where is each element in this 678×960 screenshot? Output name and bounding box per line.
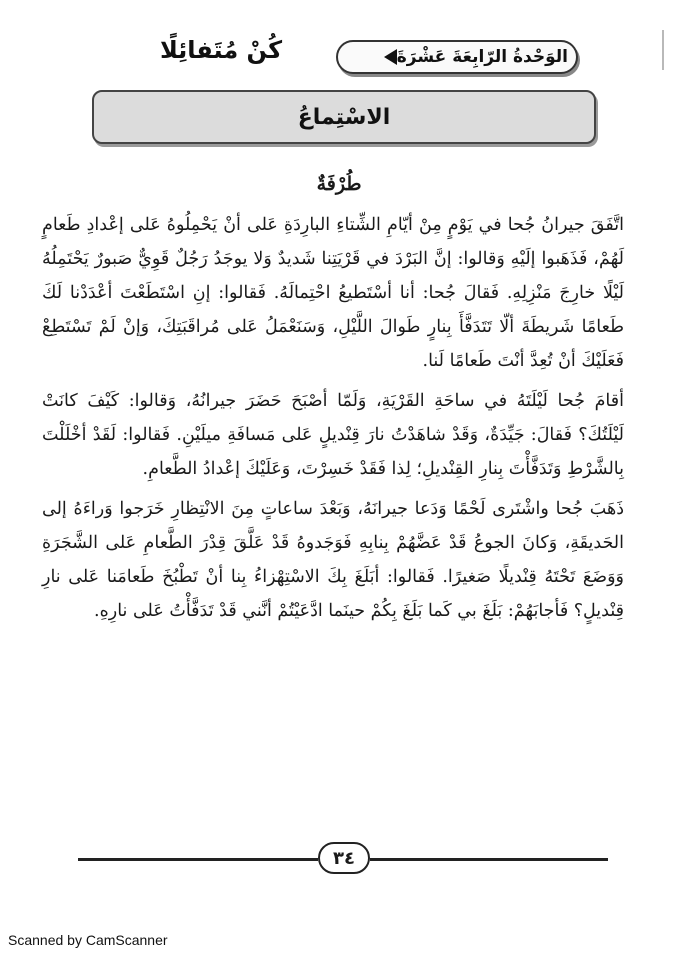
scanner-watermark: Scanned by CamScanner [8, 932, 168, 948]
section-title: الاسْتِماعُ [297, 104, 391, 130]
page-number: ٣٤ [318, 842, 370, 874]
unit-label-pill [336, 40, 578, 74]
section-heading-box [92, 90, 596, 144]
story-paragraph-2: أقامَ جُحا لَيْلَتَهُ في ساحَةِ القَرْيَةِ، وَلَمّا أصْبَحَ حَضَرَ جيرانُهُ، وَقالوا: كَيْفَ كانَتْ لَيْلَتُكَ؟ فَقالَ: جَيِّدَةٌ، وَقَدْ شاهَدْتُ نارَ قِنْديلٍ عَلى مَسافَةِ ميلَيْنِ. فَقالوا: لَقَدْ أخْلَلْتَ بِالشَّرْطِ وَتَدَفَّأْتَ بِنارِ القِنْديلِ؛ لِذا فَقَدْ خَسِرْتَ، وَعَلَيْكَ إعْدادُ الطَّعامِ. [42, 391, 624, 479]
footer-rule-left [78, 858, 318, 861]
arrow-left-icon [384, 49, 397, 65]
unit-label: الوَحْدةُ الرّابِعَةَ عَشْرَةَ [396, 47, 568, 67]
story-body [42, 208, 624, 634]
story-title: طُرْفَةٌ [316, 173, 362, 195]
book-title: كُنْ مُتَفائِلًا [160, 36, 283, 64]
story-paragraph-3: ذَهَبَ جُحا واشْتَرى لَحْمًا وَدَعا جيرانَهُ، وَبَعْدَ ساعاتٍ مِنَ الانْتِظارِ خَرَجوا وَراءَهُ إلى الحَديقَةِ، وَكانَ الجوعُ قَدْ عَضَّهُمْ بِنابِهِ فَوَجَدوهُ قَدْ عَلَّقَ قِدْرَ الطَّعامِ عَلى الشَّجَرَةِ وَوَضَعَ تَحْتَهُ قِنْديلًا صَغيرًا. فَقالوا: أبَلَغَ بِكَ الاسْتِهْزاءُ بِنا أنْ تَطْبُخَ طَعامَنا عَلى نارِ قِنْديلٍ؟ فَأجابَهُمْ: بَلَغَ بي كَما بَلَغَ بِكُمْ حينَما ادَّعَيْتُمْ أنَّني قَدْ تَدَفَّأْتُ عَلى نارِهِ. [42, 499, 624, 621]
page-header [120, 30, 590, 82]
scan-edge-mark [662, 30, 664, 70]
footer-rule-right [370, 858, 608, 861]
story-paragraph-1: اتَّفَقَ جيرانُ جُحا في يَوْمٍ مِنْ أيّامِ الشِّتاءِ البارِدَةِ عَلى أنْ يَحْمِلُوهُ عَلى إعْدادِ طَعامٍ لَهُمْ، فَذَهَبوا إلَيْهِ وَقالوا: إنَّ البَرْدَ في قَرْيَتِنا شَديدٌ وَلا يوجَدُ رَجُلٌ قَوِيٌّ صَبورٌ يَحْتَمِلُهُ لَيْلًا خارِجَ مَنْزِلِهِ. فَقالَ جُحا: أنا أسْتَطيعُ احْتِمالَهُ. فَقالوا: إنِ اسْتَطَعْتَ أعْدَدْنا لَكَ طَعامًا شَريطَةَ ألّا تَتَدَفَّأَ بِنارٍ طَوالَ اللَّيْلِ، وَسَنَعْمَلُ عَلى مُراقَبَتِكَ، وَإنْ لَمْ تَسْتَطِعْ فَعَلَيْكَ أنْ تُعِدَّ أنْتَ طَعامًا لَنا. [42, 215, 624, 371]
